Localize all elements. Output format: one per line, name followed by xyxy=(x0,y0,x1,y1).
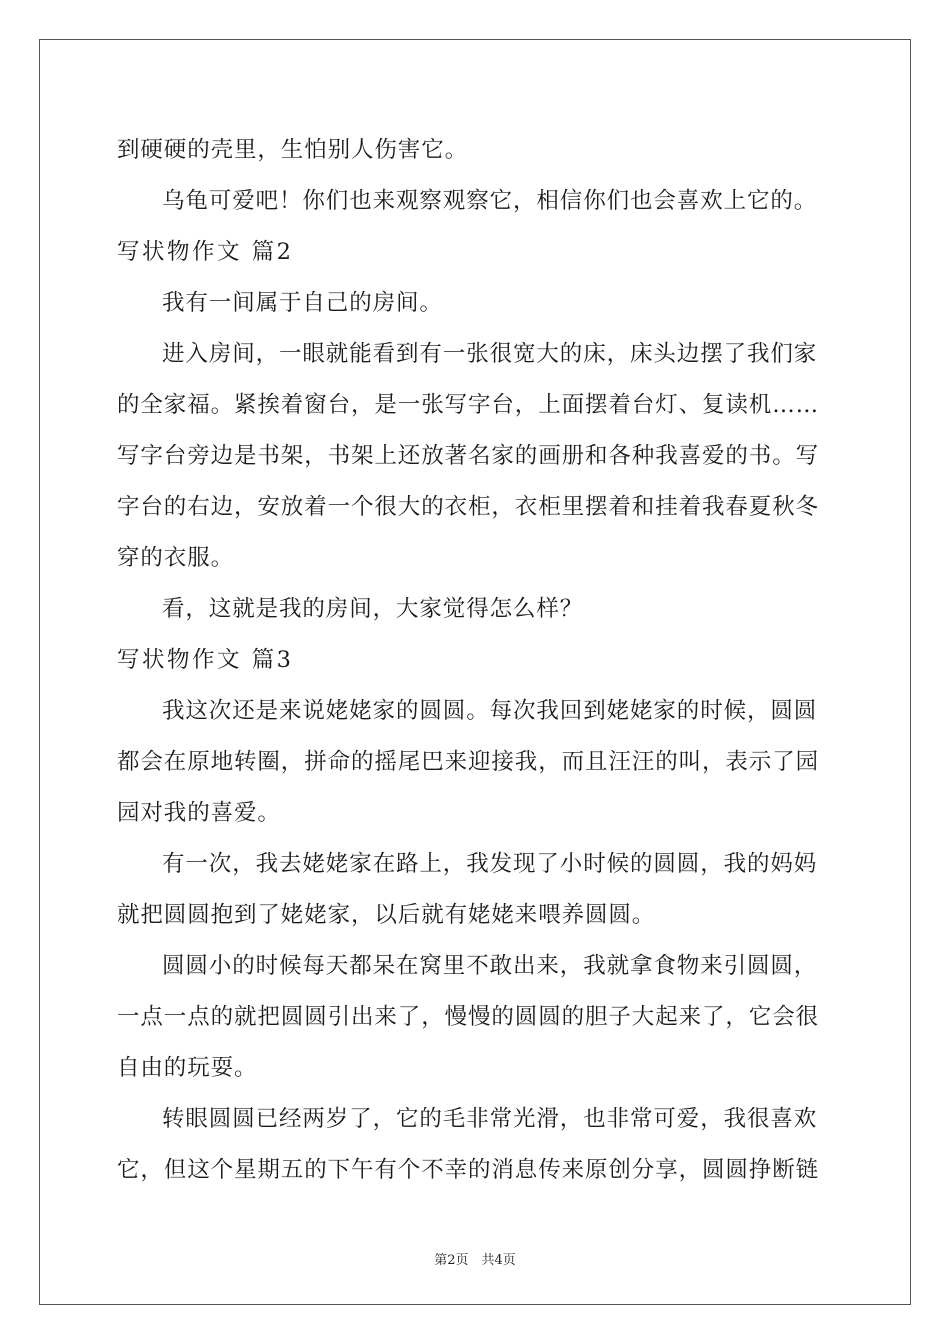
text-line: 字台的右边，安放着一个很大的衣柜，衣柜里摆着和挂着我春夏秋冬 xyxy=(117,494,820,520)
text-line: 就把圆圆抱到了姥姥家，以后就有姥姥来喂养圆圆。 xyxy=(117,902,656,928)
text-line: 有一次，我去姥姥家在路上，我发现了小时候的圆圆，我的妈妈 xyxy=(162,851,818,877)
text-line: 到硬硬的壳里，生怕别人伤害它。 xyxy=(117,137,469,163)
text-line: 自由的玩耍。 xyxy=(117,1055,258,1081)
text-line: 的全家福。紧挨着窗台，是一张写字台，上面摆着台灯、复读机…… xyxy=(117,392,820,418)
text-line: 穿的衣服。 xyxy=(117,545,235,571)
text-line: 转眼圆圆已经两岁了，它的毛非常光滑，也非常可爱，我很喜欢 xyxy=(162,1106,818,1132)
section-heading: 写状物作文 篇2 xyxy=(117,239,294,265)
text-line: 进入房间，一眼就能看到有一张很宽大的床，床头边摆了我们家 xyxy=(162,341,818,367)
text-line: 都会在原地转圈，拼命的摇尾巴来迎接我，而且汪汪的叫，表示了园 xyxy=(117,749,820,775)
text-line: 写字台旁边是书架，书架上还放著名家的画册和各种我喜爱的书。写 xyxy=(117,443,820,469)
section-heading: 写状物作文 篇3 xyxy=(117,647,294,673)
text-line: 圆圆小的时候每天都呆在窝里不敢出来，我就拿食物来引圆圆， xyxy=(162,953,818,979)
text-line: 一点一点的就把圆圆引出来了，慢慢的圆圆的胆子大起来了，它会很 xyxy=(117,1004,820,1030)
text-line: 我有一间属于自己的房间。 xyxy=(162,290,443,316)
text-line: 它，但这个星期五的下午有个不幸的消息传来原创分享，圆圆挣断链 xyxy=(117,1157,820,1183)
text-line: 我这次还是来说姥姥家的圆圆。每次我回到姥姥家的时候，圆圆 xyxy=(162,698,818,724)
text-line: 园对我的喜爱。 xyxy=(117,800,281,826)
page-number: 第2页 共4页 xyxy=(434,1253,516,1268)
text-line: 看，这就是我的房间，大家觉得怎么样？ xyxy=(162,596,584,622)
text-line: 乌龟可爱吧！你们也来观察观察它，相信你们也会喜欢上它的。 xyxy=(162,188,818,214)
